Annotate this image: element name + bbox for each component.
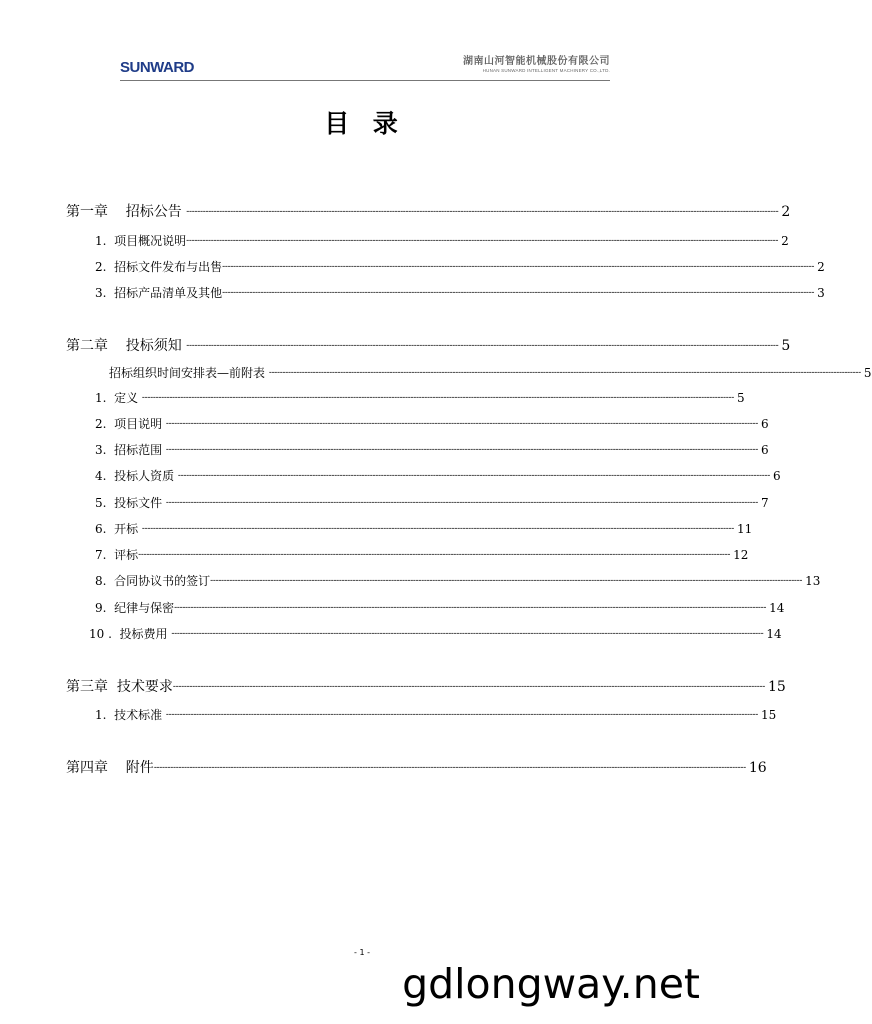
toc-page-number: 12: [733, 548, 749, 562]
toc-page-number: 5: [736, 391, 745, 405]
toc-leader: ------------------------------------------------------------------------------------------------------------------------------------------------------------------------------------------------------------------------: [141, 393, 734, 403]
toc-leader: ------------------------------------------------------------------------------------------------------------------------------------------------------------------------------------------------------------------------: [174, 603, 767, 613]
toc-entry-2-schedule[interactable]: [109, 364, 872, 382]
toc-leader: ------------------------------------------------------------------------------------------------------------------------------------------------------------------------------------------------------------------------: [222, 262, 815, 272]
toc-page-number: 14: [766, 627, 782, 641]
toc-page-number: 3: [817, 286, 825, 300]
toc-entry-1-1[interactable]: [95, 232, 789, 250]
page-number: - 1 -: [354, 948, 370, 957]
toc-label: 1. 定义: [95, 391, 142, 405]
toc-label: 3. 招标范围: [95, 443, 166, 457]
toc-label: 4. 投标人资质: [95, 469, 178, 483]
toc-leader: ------------------------------------------------------------------------------------------------------------------------------------------------------------------------------------------------------------------------: [186, 341, 779, 351]
toc-leader: ------------------------------------------------------------------------------------------------------------------------------------------------------------------------------------------------------------------------: [186, 236, 779, 246]
toc-label: 招标组织时间安排表—前附表: [109, 366, 269, 380]
toc-page-number: 5: [863, 366, 872, 380]
toc-entry-1-3[interactable]: [95, 284, 825, 302]
toc-leader: ------------------------------------------------------------------------------------------------------------------------------------------------------------------------------------------------------------------------: [186, 207, 779, 217]
toc-label: 2. 招标文件发布与出售: [95, 260, 223, 274]
toc-leader: ------------------------------------------------------------------------------------------------------------------------------------------------------------------------------------------------------------------------: [165, 710, 758, 720]
company-name-en: HUNAN SUNWARD INTELLIGENT MACHINERY CO.,LTD.: [482, 68, 610, 73]
toc-page-number: 6: [772, 469, 781, 483]
toc-label: 第四章 附件: [66, 760, 154, 776]
toc-leader: ------------------------------------------------------------------------------------------------------------------------------------------------------------------------------------------------------------------------: [165, 445, 758, 455]
toc-page-number: 11: [736, 522, 753, 536]
toc-label: 1. 技术标准: [95, 708, 166, 722]
toc-leader: ------------------------------------------------------------------------------------------------------------------------------------------------------------------------------------------------------------------------: [165, 498, 758, 508]
toc-leader: ------------------------------------------------------------------------------------------------------------------------------------------------------------------------------------------------------------------------: [165, 419, 758, 429]
toc-entry-chapter-2[interactable]: [66, 337, 791, 355]
toc-page-number: 7: [760, 496, 769, 510]
toc-leader: ------------------------------------------------------------------------------------------------------------------------------------------------------------------------------------------------------------------------: [210, 576, 803, 586]
toc-page-number: 6: [760, 417, 769, 431]
sunward-logo: SUNWARD: [120, 59, 194, 76]
toc-entry-2-5[interactable]: [95, 494, 769, 512]
toc-entry-2-9[interactable]: [95, 599, 785, 617]
toc-entry-2-6[interactable]: [95, 520, 753, 538]
toc-leader: ------------------------------------------------------------------------------------------------------------------------------------------------------------------------------------------------------------------------: [138, 550, 731, 560]
toc-page-number: 2: [817, 260, 825, 274]
header-divider: [120, 80, 610, 81]
toc-leader: ------------------------------------------------------------------------------------------------------------------------------------------------------------------------------------------------------------------------: [172, 682, 765, 692]
toc-entry-chapter-4[interactable]: [66, 759, 767, 777]
toc-label: 第一章 招标公告: [66, 204, 187, 220]
toc-leader: ------------------------------------------------------------------------------------------------------------------------------------------------------------------------------------------------------------------------: [141, 524, 734, 534]
toc-label: 3. 招标产品清单及其他: [95, 286, 223, 300]
toc-entry-3-1[interactable]: [95, 706, 777, 724]
toc-page-number: 2: [781, 234, 789, 248]
toc-page-number: 14: [769, 601, 785, 615]
toc-label: 9. 纪律与保密: [95, 601, 175, 615]
toc-leader: ------------------------------------------------------------------------------------------------------------------------------------------------------------------------------------------------------------------------: [171, 629, 764, 639]
page-header: [120, 50, 610, 82]
toc-label: 8. 合同协议书的签订: [95, 574, 211, 588]
toc-label: 10 . 投标费用: [89, 627, 172, 641]
toc-entry-1-2[interactable]: [95, 258, 825, 276]
toc-entry-2-2[interactable]: [95, 415, 769, 433]
toc-entry-2-3[interactable]: [95, 441, 769, 459]
toc-label: 1. 项目概况说明: [95, 234, 187, 248]
toc-entry-2-4[interactable]: [95, 467, 781, 485]
toc-label: 6. 开标: [95, 522, 142, 536]
company-name-block: [463, 56, 610, 74]
toc-page-number: 6: [760, 443, 769, 457]
toc-leader: ------------------------------------------------------------------------------------------------------------------------------------------------------------------------------------------------------------------------: [177, 471, 770, 481]
toc-leader: ------------------------------------------------------------------------------------------------------------------------------------------------------------------------------------------------------------------------: [153, 763, 746, 773]
company-name-cn: 湖南山河智能机械股份有限公司: [463, 56, 610, 67]
toc-label: 第二章 投标须知: [66, 338, 187, 354]
toc-label: 7. 评标: [95, 548, 139, 562]
toc-leader: ------------------------------------------------------------------------------------------------------------------------------------------------------------------------------------------------------------------------: [268, 368, 861, 378]
toc-entry-chapter-1[interactable]: [66, 203, 791, 221]
toc-page-number: 15: [760, 708, 777, 722]
toc-label: 第三章 技术要求: [66, 679, 173, 695]
toc-entry-chapter-3[interactable]: [66, 678, 786, 696]
toc-page-number: 2: [781, 204, 791, 220]
toc-label: 5. 投标文件: [95, 496, 166, 510]
toc-page-number: 16: [748, 760, 767, 776]
toc-entry-2-7[interactable]: [95, 546, 749, 564]
toc-page-number: 5: [781, 338, 791, 354]
toc-page-number: 15: [767, 679, 786, 695]
toc-entry-2-10[interactable]: [89, 625, 782, 643]
watermark: gdlongway.net: [394, 955, 708, 1017]
toc-leader: ------------------------------------------------------------------------------------------------------------------------------------------------------------------------------------------------------------------------: [222, 288, 815, 298]
page-title: 目 录: [324, 109, 400, 138]
toc-entry-2-1[interactable]: [95, 389, 745, 407]
toc-entry-2-8[interactable]: [95, 572, 821, 590]
toc-label: 2. 项目说明: [95, 417, 166, 431]
toc-page-number: 13: [805, 574, 821, 588]
